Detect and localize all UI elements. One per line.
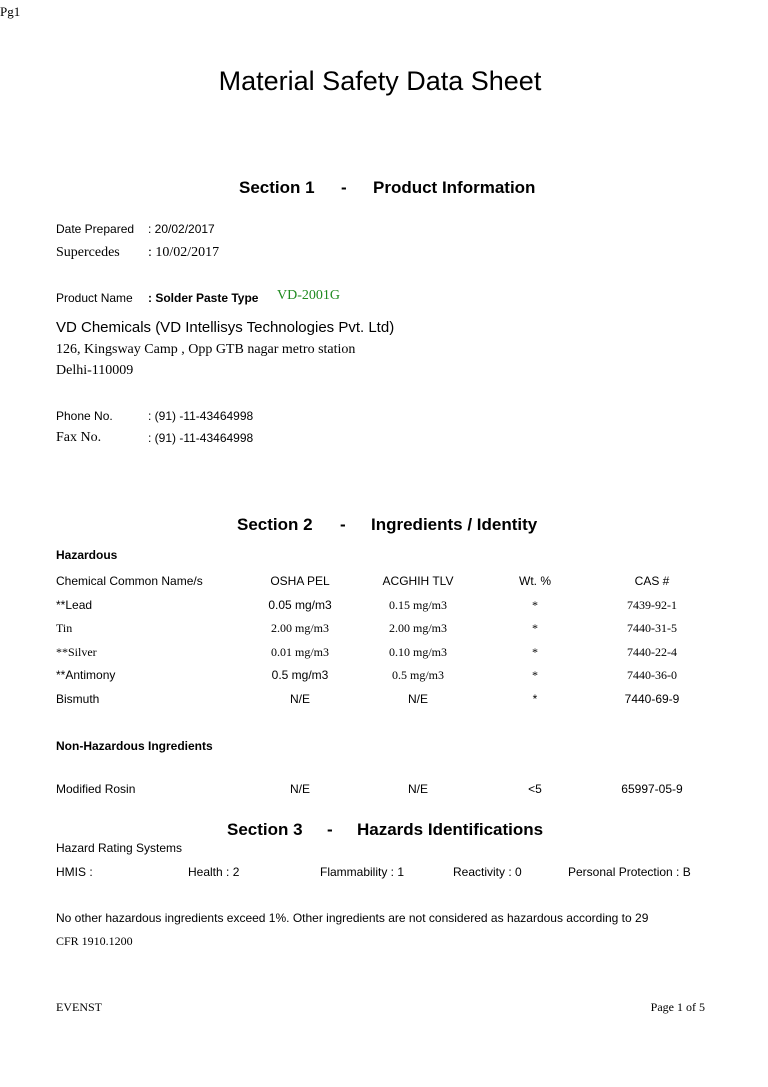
product-code: VD-2001G xyxy=(277,288,340,303)
health-rating: Health : 2 xyxy=(188,865,240,879)
table-row-name: **Silver xyxy=(56,645,97,659)
footer-left: EVENST xyxy=(56,1000,102,1014)
table-row-osha: N/E xyxy=(289,782,310,796)
address-line-2: Delhi-110009 xyxy=(56,363,134,378)
table-row-cas: 65997-05-9 xyxy=(621,782,683,796)
hazard-note-line-2: CFR 1910.1200 xyxy=(56,934,133,948)
table-row-acghih: N/E xyxy=(407,692,428,706)
personal-protection-rating: Personal Protection : B xyxy=(568,865,691,879)
table-row-wt: <5 xyxy=(528,782,542,796)
table-row-osha: 2.00 mg/m3 xyxy=(270,621,329,635)
table-row-wt: * xyxy=(532,692,538,706)
table-row-acghih: N/E xyxy=(407,782,428,796)
non-hazardous-label: Non-Hazardous Ingredients xyxy=(56,739,213,753)
section1-title: Product Information xyxy=(373,178,536,197)
company-name: VD Chemicals (VD Intellisys Technologies Pvt. Ltd) xyxy=(56,319,395,336)
column-header-name: Chemical Common Name/s xyxy=(56,574,203,588)
table-row-acghih: 0.15 mg/m3 xyxy=(388,598,447,612)
table-row-name: Bismuth xyxy=(56,692,100,706)
section1-dash: - xyxy=(341,178,347,197)
product-name-label: Product Name xyxy=(56,291,133,305)
table-row-cas: 7440-22-4 xyxy=(627,645,677,659)
hazardous-label: Hazardous xyxy=(56,548,118,562)
column-header-osha: OSHA PEL xyxy=(270,574,330,588)
table-row-osha: N/E xyxy=(289,692,310,706)
table-row-wt: * xyxy=(532,668,538,682)
table-row-wt: * xyxy=(532,645,538,659)
section2-dash: - xyxy=(340,515,346,534)
table-row-wt: * xyxy=(532,621,538,635)
hazard-note-line-1: No other hazardous ingredients exceed 1%. Other ingredients are not considered as hazardous according to 29 xyxy=(56,911,649,925)
column-header-cas: CAS # xyxy=(634,574,670,588)
section3-number: Section 3 xyxy=(227,820,303,839)
section3-title: Hazards Identifications xyxy=(357,820,544,839)
section2-number: Section 2 xyxy=(237,515,313,534)
section3-dash: - xyxy=(327,820,333,839)
table-row-cas: 7439-92-1 xyxy=(627,598,677,612)
table-row-acghih: 0.10 mg/m3 xyxy=(388,645,447,659)
phone-value: : (91) -11-43464998 xyxy=(148,409,254,423)
hazard-rating-systems: Hazard Rating Systems xyxy=(56,841,183,855)
supercedes-value: : 10/02/2017 xyxy=(148,245,220,260)
table-row-osha: 0.01 mg/m3 xyxy=(270,645,329,659)
page-number: Page 1 of 5 xyxy=(650,1000,705,1014)
product-name-value: : Solder Paste Type xyxy=(148,291,259,305)
section1-number: Section 1 xyxy=(239,178,315,197)
date-prepared-label: Date Prepared xyxy=(56,222,135,236)
column-header-acghih: ACGHIH TLV xyxy=(382,574,454,588)
table-row-acghih: 0.5 mg/m3 xyxy=(391,668,444,682)
column-header-wt: Wt. % xyxy=(519,574,551,588)
supercedes-label: Supercedes xyxy=(56,245,120,260)
page-label: Pg1 xyxy=(0,4,21,19)
date-prepared-value: : 20/02/2017 xyxy=(148,222,215,236)
table-row-cas: 7440-69-9 xyxy=(624,692,680,706)
flammability-rating: Flammability : 1 xyxy=(320,865,405,879)
table-row-name: **Lead xyxy=(56,598,93,612)
table-row-name: Tin xyxy=(56,621,73,635)
document-title: Material Safety Data Sheet xyxy=(218,66,542,96)
address-line-1: 126, Kingsway Camp , Opp GTB nagar metro station xyxy=(56,342,356,357)
section2-title: Ingredients / Identity xyxy=(371,515,538,534)
table-row-osha: 0.05 mg/m3 xyxy=(268,598,332,612)
hmis-label: HMIS : xyxy=(56,865,93,879)
table-row-osha: 0.5 mg/m3 xyxy=(271,668,329,682)
table-row-acghih: 2.00 mg/m3 xyxy=(388,621,447,635)
table-row-cas: 7440-31-5 xyxy=(627,621,677,635)
fax-label: Fax No. xyxy=(56,430,102,445)
table-row-wt: * xyxy=(532,598,538,612)
table-row-name: Modified Rosin xyxy=(56,782,136,796)
table-row-cas: 7440-36-0 xyxy=(627,668,677,682)
fax-value: : (91) -11-43464998 xyxy=(148,431,254,445)
reactivity-rating: Reactivity : 0 xyxy=(453,865,522,879)
phone-label: Phone No. xyxy=(56,409,113,423)
table-row-name: **Antimony xyxy=(56,668,116,682)
